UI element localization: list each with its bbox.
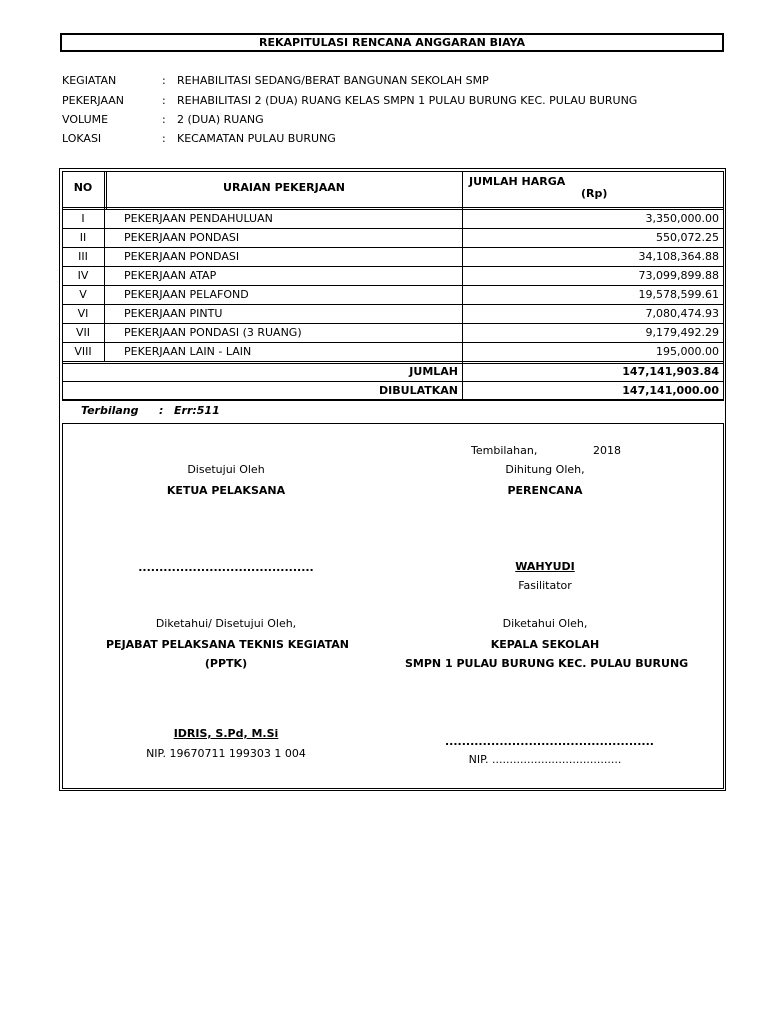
row-uraian: PEKERJAAN PONDASI (3 RUANG)	[124, 326, 302, 339]
dibulatkan-label: DIBULATKAN	[379, 384, 458, 397]
right1-title: PERENCANA	[507, 484, 583, 497]
table-row	[62, 342, 724, 361]
row-no: IV	[77, 269, 89, 282]
info-label-volume: VOLUME	[62, 113, 109, 126]
terbilang-colon: :	[159, 404, 164, 417]
table-row	[62, 304, 724, 323]
info-colon: :	[162, 94, 166, 107]
info-colon: :	[162, 132, 166, 145]
totals-line	[62, 399, 724, 400]
header-jumlah-harga: JUMLAH HARGA	[469, 175, 566, 188]
dibulatkan-value: 147,141,000.00	[622, 384, 719, 397]
table-row	[62, 247, 724, 266]
right2-role: Diketahui Oleh,	[502, 617, 588, 630]
right1-sub: Fasilitator	[518, 579, 572, 592]
year-label: 2018	[593, 444, 621, 457]
row-no: II	[79, 231, 87, 244]
info-colon: :	[162, 74, 166, 87]
left1-name: ..........................................	[138, 561, 314, 574]
info-value-kegiatan: REHABILITASI SEDANG/BERAT BANGUNAN SEKOLAH SMP	[177, 74, 489, 87]
document-title: REKAPITULASI RENCANA ANGGARAN BIAYA	[60, 33, 724, 52]
right2-name: ..................................................	[445, 735, 654, 748]
col-divider	[104, 171, 105, 209]
header-unit: (Rp)	[581, 187, 608, 200]
row-harga: 9,179,492.29	[645, 326, 719, 339]
left2-role: Diketahui/ Disetujui Oleh,	[155, 617, 297, 630]
left1-role: Disetujui Oleh	[187, 463, 265, 476]
row-harga: 195,000.00	[656, 345, 719, 358]
table-body	[62, 209, 724, 365]
terbilang-value: Err:511	[174, 404, 220, 417]
info-label-lokasi: LOKASI	[62, 132, 102, 145]
info-label-kegiatan: KEGIATAN	[62, 74, 117, 87]
row-harga: 550,072.25	[656, 231, 719, 244]
info-value-pekerjaan: REHABILITASI 2 (DUA) RUANG KELAS SMPN 1 PULAU BURUNG KEC. PULAU BURUNG	[177, 94, 638, 107]
terbilang-label: Terbilang	[81, 404, 139, 417]
jumlah-value: 147,141,903.84	[622, 365, 719, 378]
row-no: V	[79, 288, 87, 301]
row-no: VI	[77, 307, 89, 320]
table-row	[62, 266, 724, 285]
row-no: VII	[75, 326, 90, 339]
row-no: VIII	[74, 345, 92, 358]
left2-sub: (PPTK)	[204, 657, 248, 670]
row-no: III	[78, 250, 88, 263]
left2-nip: NIP. 19670711 199303 1 004	[146, 747, 306, 760]
row-harga: 19,578,599.61	[638, 288, 719, 301]
info-label-pekerjaan: PEKERJAAN	[62, 94, 125, 107]
jumlah-label: JUMLAH	[409, 365, 458, 378]
info-value-volume: 2 (DUA) RUANG	[177, 113, 264, 126]
row-uraian: PEKERJAAN PENDAHULUAN	[124, 212, 273, 225]
row-uraian: PEKERJAAN ATAP	[124, 269, 217, 282]
row-harga: 34,108,364.88	[638, 250, 719, 263]
place-label: Tembilahan,	[471, 444, 538, 457]
right1-role: Dihitung Oleh,	[505, 463, 585, 476]
table-row	[62, 228, 724, 247]
info-colon: :	[162, 113, 166, 126]
row-harga: 73,099,899.88	[638, 269, 719, 282]
left2-name: IDRIS, S.Pd, M.Si	[173, 727, 279, 740]
row-uraian: PEKERJAAN PINTU	[124, 307, 223, 320]
table-row	[62, 209, 724, 228]
row-uraian: PEKERJAAN LAIN - LAIN	[124, 345, 252, 358]
header-no: NO	[73, 181, 93, 194]
row-no: I	[81, 212, 85, 225]
row-harga: 7,080,474.93	[645, 307, 719, 320]
right2-nip: NIP. .....................................	[468, 753, 622, 766]
row-harga: 3,350,000.00	[645, 212, 719, 225]
row-uraian: PEKERJAAN PONDASI	[124, 250, 240, 263]
table-row	[62, 285, 724, 304]
header-uraian: URAIAN PEKERJAAN	[223, 181, 345, 194]
row-uraian: PEKERJAAN PONDASI	[124, 231, 240, 244]
row-uraian: PEKERJAAN PELAFOND	[124, 288, 249, 301]
right2-sub: SMPN 1 PULAU BURUNG KEC. PULAU BURUNG	[405, 657, 689, 670]
info-value-lokasi: KECAMATAN PULAU BURUNG	[177, 132, 336, 145]
right1-name: WAHYUDI	[515, 560, 575, 573]
table-row	[62, 323, 724, 342]
left2-title: PEJABAT PELAKSANA TEKNIS KEGIATAN	[106, 638, 349, 651]
right2-title: KEPALA SEKOLAH	[490, 638, 600, 651]
left1-title: KETUA PELAKSANA	[166, 484, 286, 497]
